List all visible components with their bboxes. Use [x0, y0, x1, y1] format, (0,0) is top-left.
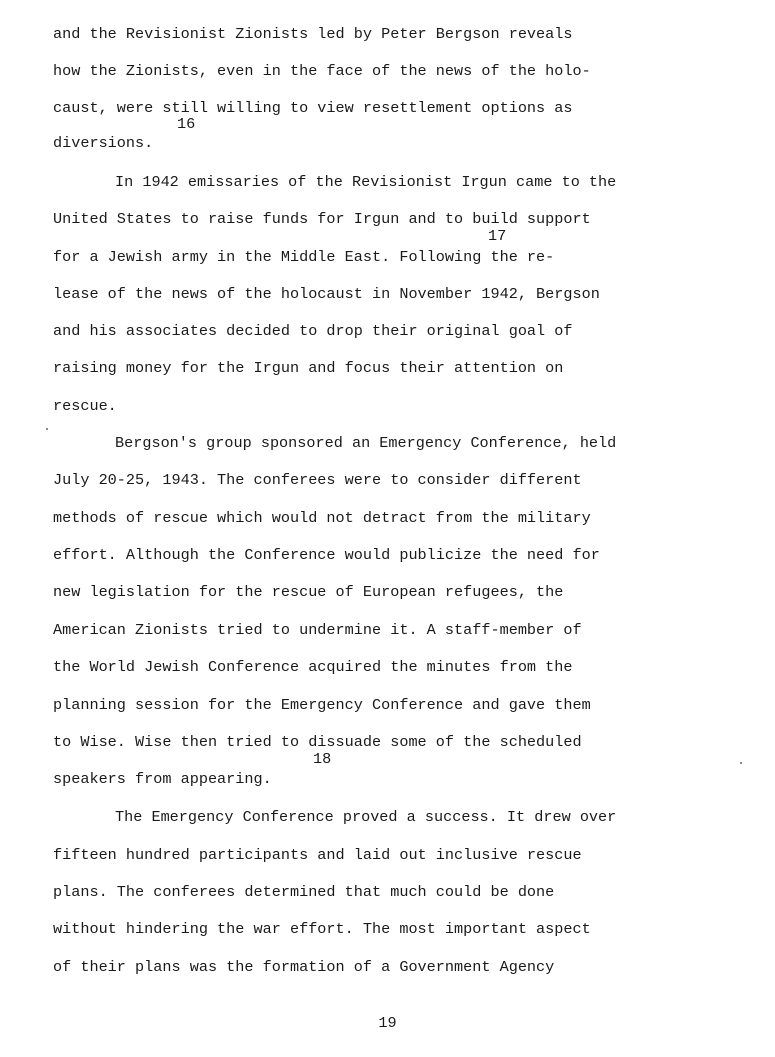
page-number: 19: [378, 1014, 397, 1032]
footnote-ref-17: 17: [488, 227, 507, 245]
text-line: for a Jewish army in the Middle East. Following the re-: [53, 248, 555, 266]
text-line: American Zionists tried to undermine it. A staff-member of: [53, 621, 582, 639]
text-line: fifteen hundred participants and laid out inclusive rescue: [53, 846, 582, 864]
paragraph-start: Bergson's group sponsored an Emergency Conference, held: [115, 434, 617, 452]
text-line: how the Zionists, even in the face of the news of the holo-: [53, 62, 591, 80]
text-line: rescue.: [53, 397, 117, 415]
text-line: speakers from appearing.: [53, 770, 272, 788]
scan-speck: [46, 428, 48, 430]
text-line: without hindering the war effort. The most important aspect: [53, 920, 591, 938]
text-line: diversions.: [53, 134, 154, 152]
text-line: planning session for the Emergency Conference and gave them: [53, 696, 591, 714]
footnote-ref-18: 18: [313, 750, 332, 768]
text-line: of their plans was the formation of a Government Agency: [53, 958, 555, 976]
text-line: United States to raise funds for Irgun and to build support: [53, 210, 591, 228]
scan-speck: [740, 762, 742, 764]
paragraph-start: In 1942 emissaries of the Revisionist Irgun came to the: [115, 173, 617, 191]
text-line: caust, were still willing to view resettlement options as: [53, 99, 573, 117]
text-line: to Wise. Wise then tried to dissuade some of the scheduled: [53, 733, 582, 751]
text-line: July 20-25, 1943. The conferees were to consider different: [53, 471, 582, 489]
text-line: and his associates decided to drop their original goal of: [53, 322, 573, 340]
paragraph-start: The Emergency Conference proved a success. It drew over: [115, 808, 617, 826]
text-line: methods of rescue which would not detract from the military: [53, 509, 591, 527]
text-line: new legislation for the rescue of European refugees, the: [53, 583, 564, 601]
text-line: plans. The conferees determined that much could be done: [53, 883, 555, 901]
text-line: raising money for the Irgun and focus their attention on: [53, 359, 564, 377]
text-line: lease of the news of the holocaust in November 1942, Bergson: [53, 285, 600, 303]
text-line: effort. Although the Conference would publicize the need for: [53, 546, 600, 564]
footnote-ref-16: 16: [177, 115, 196, 133]
text-line: the World Jewish Conference acquired the minutes from the: [53, 658, 573, 676]
text-line: and the Revisionist Zionists led by Peter Bergson reveals: [53, 25, 573, 43]
